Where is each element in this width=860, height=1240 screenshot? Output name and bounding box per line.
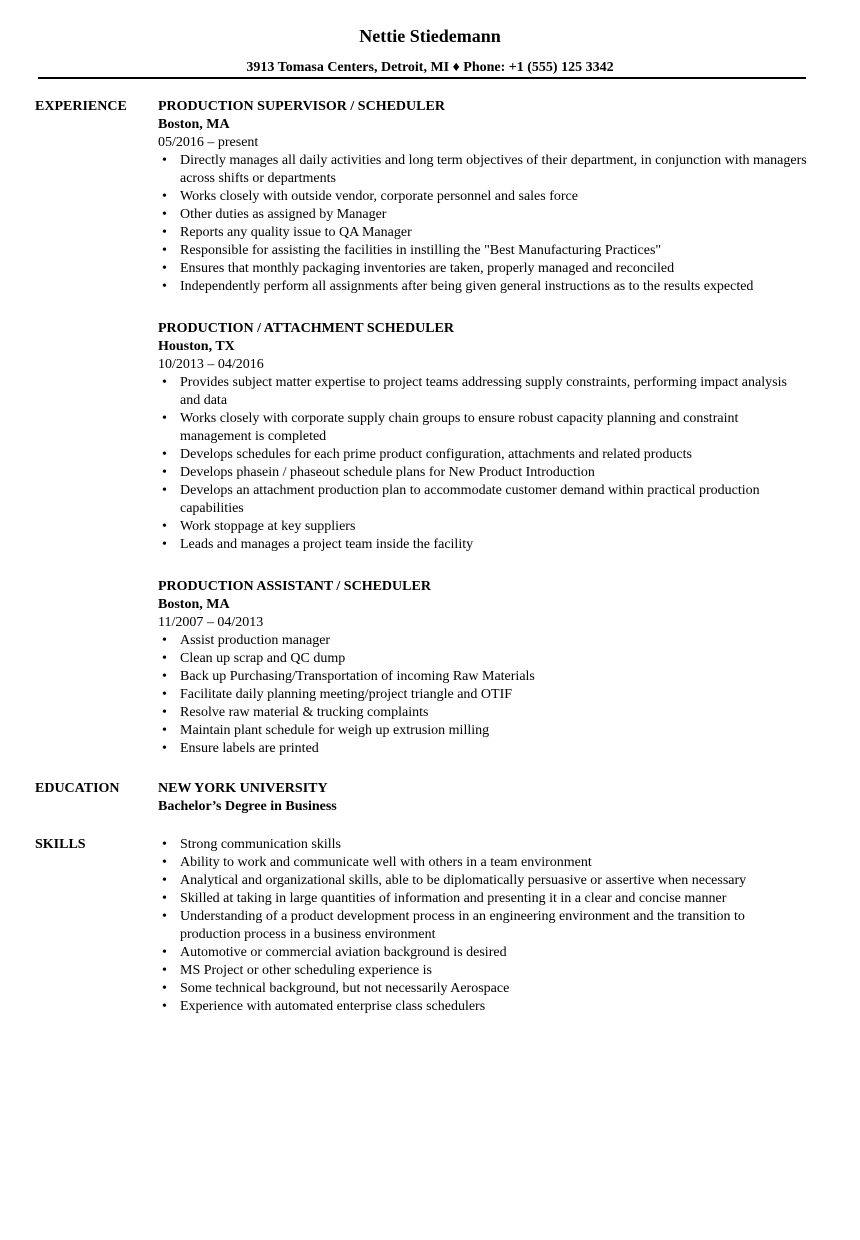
bullet-item: • Facilitate daily planning meeting/project triangle and OTIF: [158, 686, 808, 704]
skill-item: • Strong communication skills: [158, 836, 808, 854]
job-bullets: [158, 632, 808, 758]
bullet-item: • Ensure labels are printed: [158, 740, 808, 758]
bullet-item: • Develops phasein / phaseout schedule plans for New Product Introduction: [158, 464, 808, 482]
bullet-item: • Works closely with corporate supply chain groups to ensure robust capacity planning and constraint management is completed: [158, 410, 808, 446]
job-dates: 05/2016 – present: [158, 135, 259, 150]
bullet-item: • Work stoppage at key suppliers: [158, 518, 808, 536]
skills-heading: SKILLS: [35, 837, 86, 852]
job-entry: [158, 98, 808, 296]
job-location: Boston, MA: [158, 117, 230, 132]
skill-item: • MS Project or other scheduling experience is: [158, 962, 808, 980]
job-title: PRODUCTION / ATTACHMENT SCHEDULER: [158, 321, 454, 336]
candidate-name: Nettie Stiedemann: [359, 26, 501, 46]
bullet-item: • Leads and manages a project team inside the facility: [158, 536, 808, 554]
education-heading: EDUCATION: [35, 781, 120, 796]
experience-body: [158, 98, 808, 782]
job-dates: 11/2007 – 04/2013: [158, 615, 264, 630]
bullet-item: • Develops schedules for each prime product configuration, attachments and related products: [158, 446, 808, 464]
skill-item: • Analytical and organizational skills, able to be diplomatically persuasive or assertive when necessary: [158, 872, 808, 890]
header-divider: [38, 77, 806, 79]
contact-line: 3913 Tomasa Centers, Detroit, MI ♦ Phone: +1 (555) 125 3342: [246, 60, 614, 75]
bullet-item: • Directly manages all daily activities and long term objectives of their department, in conjunction with managers across shifts or departments: [158, 152, 808, 188]
bullet-item: • Other duties as assigned by Manager: [158, 206, 808, 224]
education-school: NEW YORK UNIVERSITY: [158, 781, 328, 796]
job-location: Boston, MA: [158, 597, 230, 612]
skill-item: • Some technical background, but not necessarily Aerospace: [158, 980, 808, 998]
skills-body: [158, 836, 808, 1016]
job-location: Houston, TX: [158, 339, 235, 354]
job-dates: 10/2013 – 04/2016: [158, 357, 264, 372]
bullet-item: • Clean up scrap and QC dump: [158, 650, 808, 668]
bullet-item: • Independently perform all assignments after being given general instructions as to the results expected: [158, 278, 808, 296]
skills-list: [158, 836, 808, 1016]
bullet-item: • Maintain plant schedule for weigh up extrusion milling: [158, 722, 808, 740]
job-bullets: [158, 152, 808, 296]
bullet-item: • Back up Purchasing/Transportation of incoming Raw Materials: [158, 668, 808, 686]
bullet-item: • Provides subject matter expertise to project teams addressing supply constraints, performing impact analysis and data: [158, 374, 808, 410]
bullet-item: • Reports any quality issue to QA Manager: [158, 224, 808, 242]
job-bullets: [158, 374, 808, 554]
skill-item: • Experience with automated enterprise class schedulers: [158, 998, 808, 1016]
skill-item: • Skilled at taking in large quantities of information and presenting it in a clear and concise manner: [158, 890, 808, 908]
skill-item: • Ability to work and communicate well with others in a team environment: [158, 854, 808, 872]
bullet-item: • Ensures that monthly packaging inventories are taken, properly managed and reconciled: [158, 260, 808, 278]
education-degree: Bachelor’s Degree in Business: [158, 799, 337, 814]
job-entry: [158, 320, 808, 554]
job-title: PRODUCTION SUPERVISOR / SCHEDULER: [158, 99, 445, 114]
job-title: PRODUCTION ASSISTANT / SCHEDULER: [158, 579, 431, 594]
job-entry: [158, 578, 808, 758]
skill-item: • Automotive or commercial aviation background is desired: [158, 944, 808, 962]
education-body: [158, 780, 808, 816]
skill-item: • Understanding of a product development process in an engineering environment and the transition to production process in a business environment: [158, 908, 808, 944]
bullet-item: • Develops an attachment production plan to accommodate customer demand within practical production capabilities: [158, 482, 808, 518]
bullet-item: • Assist production manager: [158, 632, 808, 650]
bullet-item: • Responsible for assisting the facilities in instilling the "Best Manufacturing Practices": [158, 242, 808, 260]
experience-heading: EXPERIENCE: [35, 99, 127, 114]
bullet-item: • Works closely with outside vendor, corporate personnel and sales force: [158, 188, 808, 206]
bullet-item: • Resolve raw material & trucking complaints: [158, 704, 808, 722]
